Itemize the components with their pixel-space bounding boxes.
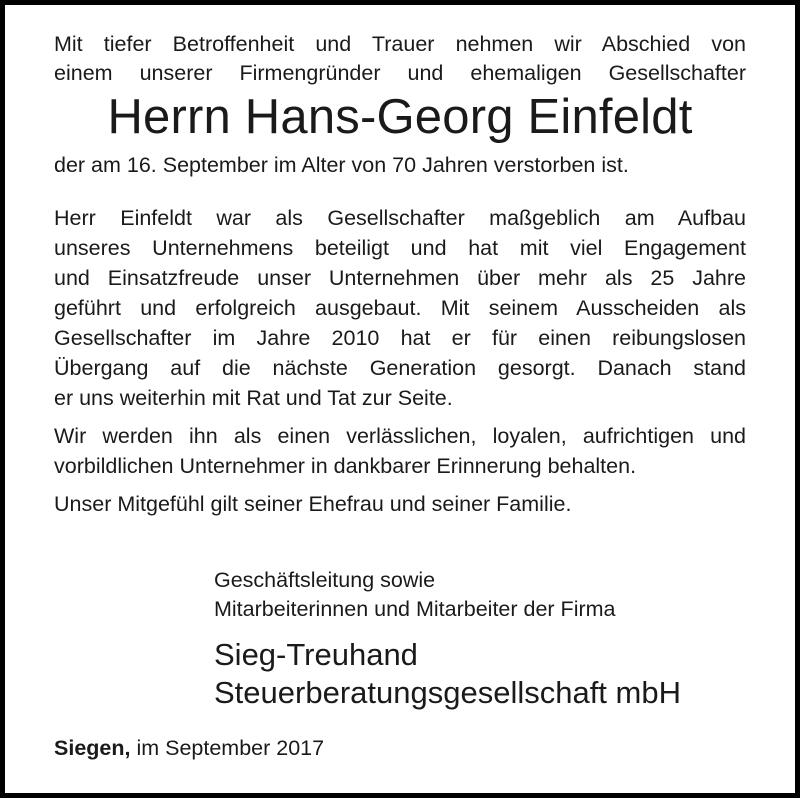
company-line: Sieg-Treuhand bbox=[214, 637, 418, 672]
company-name bbox=[214, 636, 681, 712]
intro-line: Mit tiefer Betroffenheit und Trauer nehmen wir Abschied von bbox=[54, 32, 746, 56]
paragraph-line: vorbildlichen Unternehmer in dankbarer Erinnerung behalten. bbox=[54, 454, 637, 478]
paragraph-line: unseres Unternehmens beteiligt und hat mit viel Engagement bbox=[54, 236, 746, 260]
signers-line: Geschäftsleitung sowie bbox=[214, 568, 436, 592]
paragraph-line: Übergang auf die nächste Generation gesorgt. Danach stand bbox=[54, 356, 746, 380]
place-date bbox=[54, 734, 324, 763]
obituary-notice bbox=[54, 30, 746, 527]
paragraph-line: Herr Einfeldt war als Gesellschafter maßgeblich am Aufbau bbox=[54, 206, 746, 230]
condolence-paragraph bbox=[54, 489, 746, 519]
death-notice: der am 16. September im Alter von 70 Jahren verstorben ist. bbox=[54, 153, 629, 177]
tribute-paragraph bbox=[54, 203, 746, 413]
paragraph-line: Gesellschafter im Jahre 2010 hat er für einen reibungslosen bbox=[54, 326, 746, 350]
paragraph-line: Wir werden ihn als einen verlässlichen, loyalen, aufrichtigen und bbox=[54, 424, 746, 448]
place-date-text: im September 2017 bbox=[130, 736, 325, 760]
paragraph-line: er uns weiterhin mit Rat und Tat zur Seite. bbox=[54, 386, 453, 410]
deceased-name: Herrn Hans-Georg Einfeldt bbox=[107, 90, 693, 144]
paragraph-line: geführt und erfolgreich ausgebaut. Mit seinem Ausscheiden als bbox=[54, 296, 746, 320]
paragraph-line: Unser Mitgefühl gilt seiner Ehefrau und seiner Familie. bbox=[54, 492, 572, 516]
remembrance-paragraph bbox=[54, 421, 746, 481]
intro-line: einem unserer Firmengründer und ehemaligen Gesellschafter bbox=[54, 61, 746, 85]
paragraph-line: und Einsatzfreude unser Unternehmen über mehr als 25 Jahre bbox=[54, 266, 746, 290]
signers-line: Mitarbeiterinnen und Mitarbeiter der Firma bbox=[214, 597, 616, 621]
place-city: Siegen, bbox=[54, 736, 131, 760]
intro-text bbox=[54, 30, 746, 88]
company-line: Steuerberatungsgesellschaft mbH bbox=[214, 675, 681, 710]
signers-block bbox=[214, 566, 616, 624]
